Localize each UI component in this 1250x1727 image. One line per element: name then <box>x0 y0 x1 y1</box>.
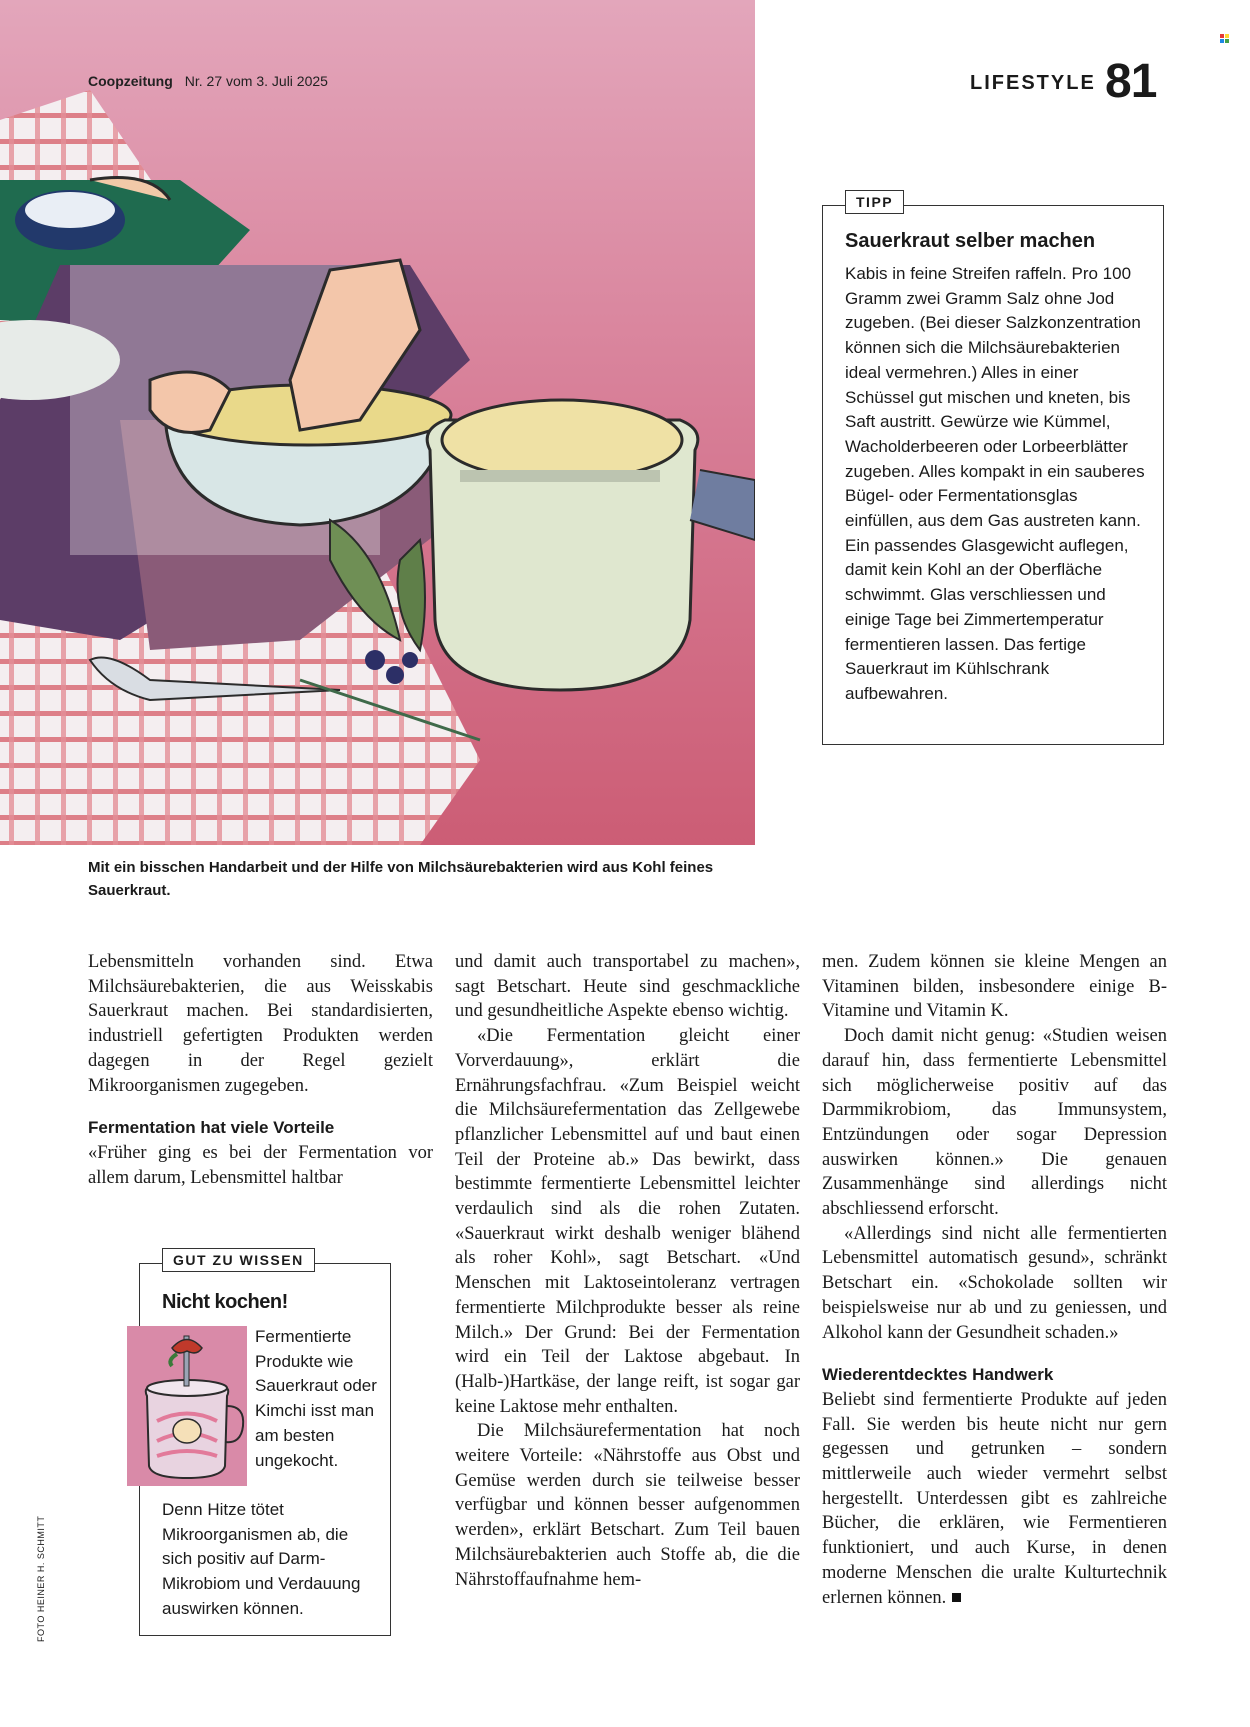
print-color-marks-icon <box>1220 34 1229 43</box>
info-bottom-text: Denn Hitze tötet Mikroorganismen ab, die sich positiv auf Darm-Mikrobiom und Verdauung auswirken können. <box>162 1500 361 1618</box>
paragraph: «Allerdings sind nicht alle fermentierten Lebensmittel automatisch gesund», schränkt Betschart ein. «Schokolade sollten wir beispielsweise nur ab und zu geniessen, und Alkohol kann der Gesundheit schaden.» <box>822 1223 1167 1343</box>
sauerkraut-preparation-illustration <box>0 0 755 845</box>
paragraph: Lebensmitteln vorhanden sind. Etwa Milchsäurebakterien, die aus Weisskabis Sauerkraut machen. Bei standardisierten, industriell gefertigten Produkten werden dagegen in der Regel gezielt Mikroorganismen zugegeben. <box>88 952 433 1096</box>
paragraph: Die Milchsäurefermentation hat noch weitere Vorteile: «Nährstoffe aus Obst und Gemüse werden durch sie teilweise besser verfügbar und können besser aufgenommen werden», erklärt Betschart. Zum Teil bauen Milchsäurebakterien auch Stoffe ab, die die Nährstoffaufnahme hem- <box>455 1421 800 1590</box>
info-tag: GUT ZU WISSEN <box>162 1248 315 1272</box>
tip-body: Kabis in feine Streifen raffeln. Pro 100 Gramm zwei Gramm Salz ohne Jod zugeben. (Bei dieser Salzkonzentration können sich die Milchsäurebakterien ideal vermehren.) Alles in einer Schüssel gut mischen und kneten, bis Saft austritt. Gewürze wie Kümmel, Wacholderbeeren oder Lorbeerblätter zugeben. Alles kompakt in ein sauberes Bügel- oder Fermentationsglas einfüllen, aus dem Gas austreten kann. Ein passendes Glasgewicht auflegen, damit kein Kohl an der Oberfläche schwimmt. Glas verschliessen und einige Tage bei Zimmertemperatur fermentieren lassen. Das fertige Sauerkraut im Kühlschrank aufbewahren. <box>845 264 1145 703</box>
masthead <box>88 73 328 89</box>
section-label: LIFESTYLE <box>970 72 1096 94</box>
paragraph: Doch damit nicht genug: «Studien weisen darauf hin, dass fermentierte Lebensmittel sich möglicherweise positiv auf das Darmmikrobiom, das Immunsystem, Entzündungen oder sogar Depression auswirken können.» Die genauen Zusammenhänge sind allerdings nicht abschliessend erforscht. <box>822 1026 1167 1220</box>
info-title: Nicht kochen! <box>162 1291 288 1313</box>
paragraph-text: Beliebt sind fermentierte Produkte auf jeden Fall. Sie werden bis heute nicht nur gern gegessen und getrunken – sondern mittlerweile auch wieder vermehrt selbst hergestellt. Unterdessen gibt es zahlreiche Bücher, die erklären, wie Fermentieren funktioniert, und auch Kurse, in denen moderne Menschen die uralte Kulturtechnik erlernen können. <box>822 1389 1167 1608</box>
article-column-2 <box>455 950 800 1592</box>
tip-box <box>822 194 1164 745</box>
tip-title: Sauerkraut selber machen <box>845 230 1096 252</box>
paragraph: «Früher ging es bei der Fermentation vor allem darum, Lebensmittel haltbar <box>88 1142 433 1188</box>
paragraph: «Die Fermentation gleicht einer Vorverdauung», erklärt die Ernährungsfachfrau. «Zum Beispiel weicht die Milchsäurefermentation das Zellgewebe pflanzlicher Lebensmittel auf und baut einen Teil der Proteine ab.» Das bewirkt, dass bestimmte fermentierte Lebensmittel leichter verdaulich sind als die rohen Zutaten. «Sauerkraut wirkt deshalb weniger blähend als roher Kohl», sagt Betschart. «Und Menschen mit Laktoseintoleranz vertragen fermentierte Milchprodukte besser als reine Milch.» Der Grund: Bei der Fermentation wird ein Teil der Laktose abgebaut. In (Halb-)Hartkäse, der lange reift, ist sogar gar keine Laktose mehr enthalten. <box>455 1026 800 1417</box>
subheading: Wiederentdecktes Handwerk <box>822 1365 1054 1385</box>
page-number: 81 <box>1105 55 1157 108</box>
article-column-3 <box>822 950 1167 1610</box>
paragraph: men. Zudem können sie kleine Mengen an Vitaminen bilden, insbesondere einige B-Vitamine und Vitamin K. <box>822 952 1167 1022</box>
end-of-article-icon <box>952 1593 961 1602</box>
hero-illustration <box>0 0 755 845</box>
article-column-1 <box>88 950 433 1190</box>
tip-tag: TIPP <box>845 190 904 214</box>
publication-name: Coopzeitung <box>88 73 173 89</box>
info-side-text: Fermentierte Produkte wie Sauerkraut oder Kimchi isst man am besten ungekocht. <box>255 1327 377 1470</box>
image-caption: Mit ein bisschen Handarbeit und der Hilfe von Milchsäurebakterien wird aus Kohl feines Sauerkraut. <box>88 859 714 899</box>
issue-date: Nr. 27 vom 3. Juli 2025 <box>184 73 328 89</box>
paragraph: und damit auch transportabel zu machen», sagt Betschart. Heute sind geschmackliche und gesundheitliche Aspekte ebenso wichtig. <box>455 952 800 1022</box>
info-box <box>139 1252 391 1636</box>
fermentation-jar-icon <box>127 1326 247 1486</box>
subheading: Fermentation hat viele Vorteile <box>88 1118 335 1138</box>
paragraph <box>822 1388 1167 1610</box>
photo-credit: FOTO HEINER H. SCHMITT <box>36 1515 46 1642</box>
